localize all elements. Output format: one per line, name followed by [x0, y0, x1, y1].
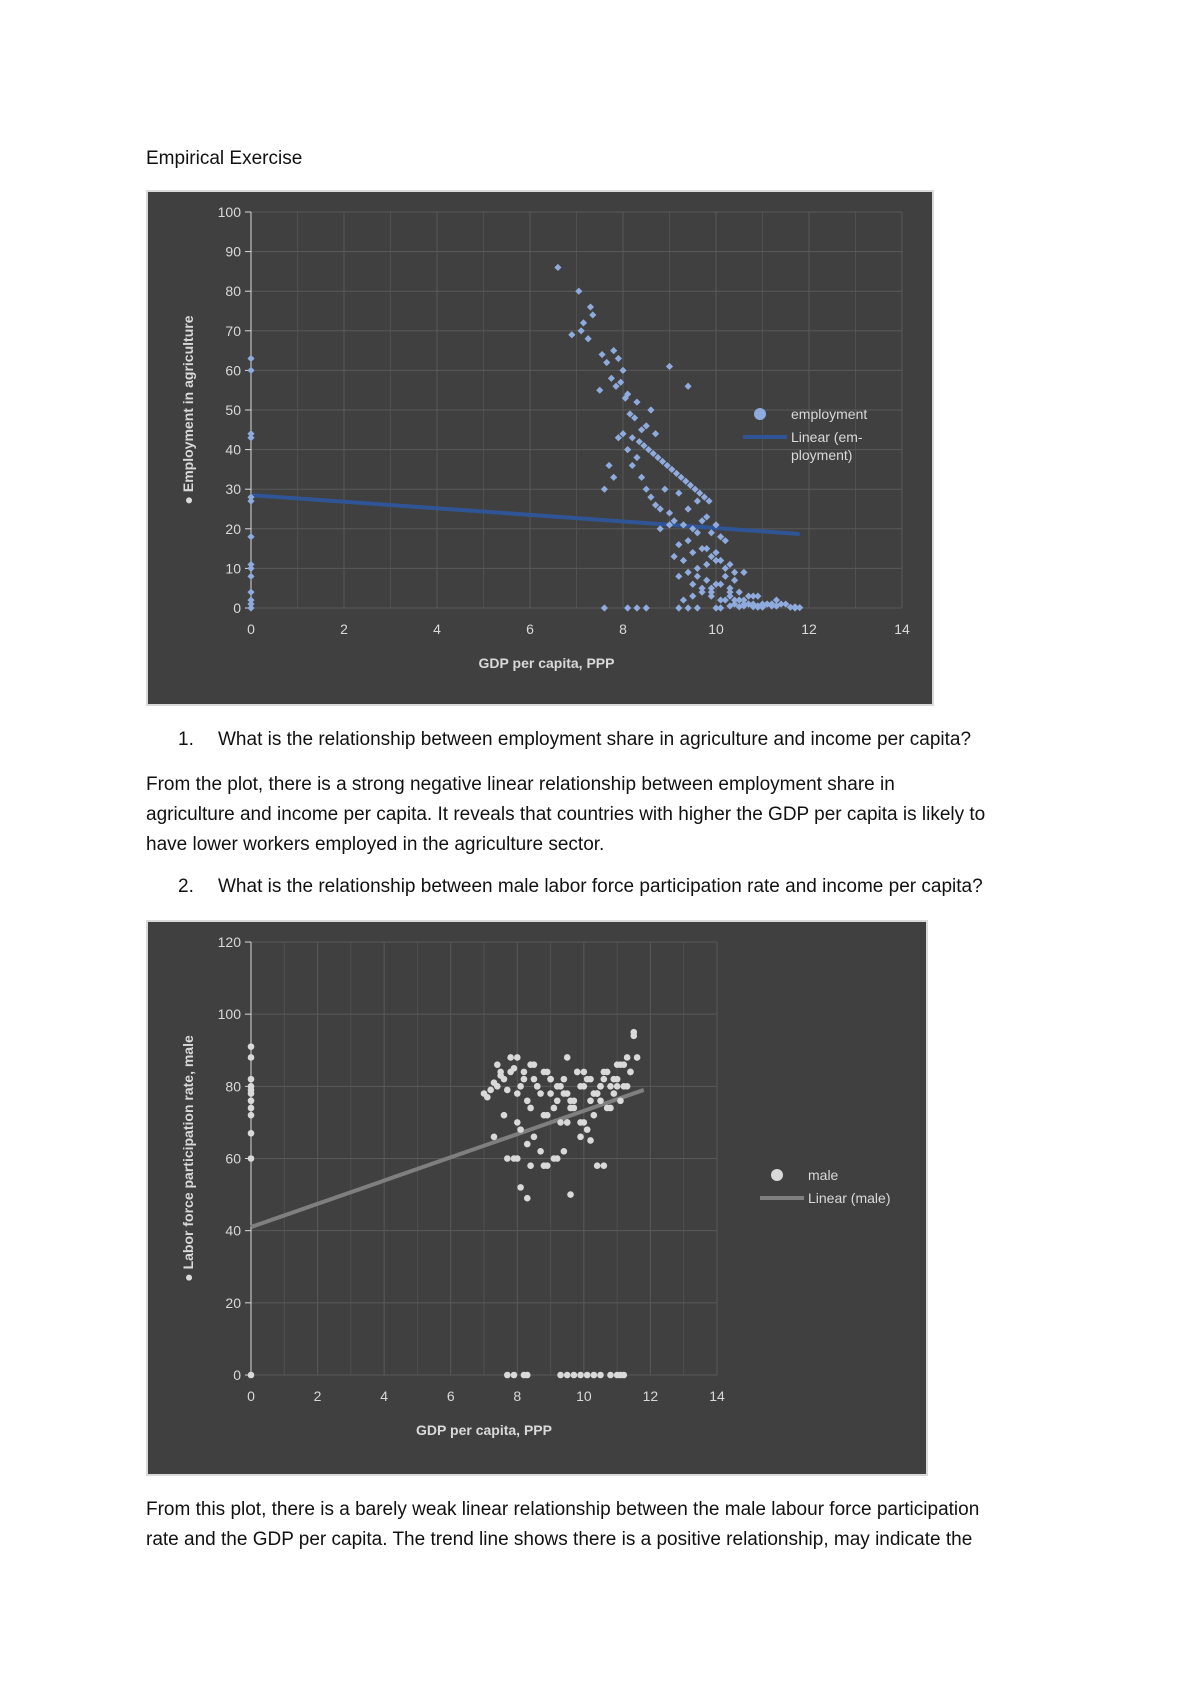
legend-marker-points	[754, 408, 766, 420]
data-point	[547, 1090, 554, 1097]
data-point	[504, 1087, 511, 1094]
data-point	[731, 569, 738, 576]
chart-employment-agriculture	[146, 190, 934, 706]
data-point	[601, 604, 608, 611]
data-point	[647, 406, 654, 413]
data-point	[248, 1076, 255, 1083]
data-point	[731, 577, 738, 584]
data-point	[551, 1105, 558, 1112]
data-point	[248, 1130, 255, 1137]
y-tick-label: 20	[225, 520, 241, 537]
data-point	[494, 1061, 501, 1068]
data-point	[694, 565, 701, 572]
data-point	[591, 1372, 598, 1379]
data-point	[247, 565, 254, 572]
data-point	[561, 1148, 568, 1155]
data-point	[247, 367, 254, 374]
question-2-text: What is the relationship between male labor force participation rate and income per capita?	[218, 876, 983, 897]
data-point	[689, 593, 696, 600]
data-point	[638, 474, 645, 481]
data-point	[708, 593, 715, 600]
data-point	[722, 573, 729, 580]
data-point	[675, 573, 682, 580]
answer-1-line: From the plot, there is a strong negative linear relationship between employment share in	[146, 774, 895, 795]
data-point	[614, 1083, 621, 1090]
data-point	[698, 545, 705, 552]
data-point	[577, 1372, 584, 1379]
data-point	[615, 355, 622, 362]
data-point	[610, 474, 617, 481]
trendline	[251, 495, 800, 534]
data-point	[571, 1105, 578, 1112]
y-tick-label: 50	[225, 402, 241, 418]
data-point	[567, 1191, 574, 1198]
x-tick-label: 6	[526, 621, 534, 637]
data-point	[604, 1069, 611, 1076]
data-point	[557, 1119, 564, 1126]
data-point	[675, 541, 682, 548]
x-tick-label: 4	[433, 621, 441, 637]
chart-employment-svg	[148, 192, 932, 704]
data-point	[580, 319, 587, 326]
x-tick-label: 2	[313, 1388, 322, 1404]
data-point	[694, 604, 701, 611]
y-tick-label: 40	[225, 1222, 241, 1239]
answer-1-line: have lower workers employed in the agriculture sector.	[146, 834, 605, 855]
data-point	[497, 1069, 504, 1076]
y-axis-title-text: Employment in agriculture	[180, 315, 196, 493]
y-axis-title	[180, 315, 196, 504]
page-heading: Empirical Exercise	[146, 148, 303, 169]
data-point	[517, 1083, 524, 1090]
x-tick-label: 12	[642, 1388, 659, 1404]
data-point	[247, 533, 254, 540]
legend-label-trendline-cont: ployment)	[791, 447, 853, 463]
data-point	[581, 1069, 588, 1076]
data-point	[554, 1097, 561, 1104]
data-point	[685, 505, 692, 512]
data-point	[514, 1054, 521, 1061]
data-point	[689, 581, 696, 588]
data-point	[629, 462, 636, 469]
data-point	[717, 604, 724, 611]
data-point	[571, 1097, 578, 1104]
data-point	[685, 537, 692, 544]
x-tick-label: 10	[708, 621, 724, 637]
data-point	[587, 1137, 594, 1144]
question-2-number: 2.	[178, 876, 194, 897]
data-point	[247, 573, 254, 580]
data-point	[517, 1184, 524, 1191]
data-point	[577, 1134, 584, 1141]
data-point	[666, 509, 673, 516]
data-point	[661, 486, 668, 493]
data-point	[571, 1372, 578, 1379]
data-point	[680, 557, 687, 564]
data-point	[514, 1155, 521, 1162]
x-tick-label: 14	[709, 1388, 725, 1404]
y-tick-label: 10	[225, 560, 241, 577]
data-point	[504, 1155, 511, 1162]
data-point	[587, 1097, 594, 1104]
data-point	[708, 529, 715, 536]
data-point	[675, 604, 682, 611]
data-point	[554, 1155, 561, 1162]
data-point	[643, 604, 650, 611]
data-point	[621, 1372, 628, 1379]
data-point	[491, 1134, 498, 1141]
data-point	[537, 1148, 544, 1155]
data-point	[685, 604, 692, 611]
data-point	[643, 486, 650, 493]
data-point	[577, 1083, 584, 1090]
data-point	[594, 1162, 601, 1169]
x-tick-label: 12	[801, 621, 817, 637]
data-point	[657, 525, 664, 532]
data-point	[647, 494, 654, 501]
data-point	[504, 1372, 511, 1379]
data-point	[554, 264, 561, 271]
data-point	[585, 335, 592, 342]
data-point	[577, 1119, 584, 1126]
data-point	[619, 367, 626, 374]
question-1	[178, 725, 971, 755]
question-1-number: 1.	[178, 729, 194, 750]
data-point	[544, 1069, 551, 1076]
data-point	[740, 569, 747, 576]
data-point	[629, 434, 636, 441]
y-tick-label: 80	[225, 283, 241, 300]
data-point	[578, 327, 585, 334]
data-point	[680, 596, 687, 603]
x-tick-label: 4	[380, 1388, 389, 1404]
y-tick-label: 80	[225, 1078, 241, 1095]
data-point	[248, 1097, 255, 1104]
data-point	[248, 1155, 255, 1162]
data-point	[248, 1054, 255, 1061]
data-point	[491, 1079, 498, 1086]
data-point	[627, 1069, 634, 1076]
x-tick-label: 8	[513, 1388, 522, 1404]
answer-1-line: agriculture and income per capita. It reveals that countries with higher the GDP per capita is likely to	[146, 804, 986, 825]
data-point	[247, 355, 254, 362]
x-axis-title: GDP per capita, PPP	[478, 655, 615, 671]
data-point	[521, 1076, 528, 1083]
legend-label-trendline: Linear (em-	[791, 429, 863, 445]
data-point	[531, 1061, 538, 1068]
data-point	[671, 553, 678, 560]
data-point	[717, 581, 724, 588]
data-point	[487, 1087, 494, 1094]
data-point	[750, 593, 757, 600]
x-tick-label: 6	[446, 1388, 455, 1404]
data-point	[561, 1076, 568, 1083]
data-point	[610, 347, 617, 354]
data-point	[484, 1094, 491, 1101]
y-axis-title	[180, 1035, 196, 1282]
y-tick-label: 0	[233, 600, 241, 616]
data-point	[587, 303, 594, 310]
data-point	[248, 1112, 255, 1119]
data-point	[517, 1126, 524, 1133]
data-point	[597, 1097, 604, 1104]
data-point	[524, 1372, 531, 1379]
data-point	[521, 1069, 528, 1076]
data-point	[633, 398, 640, 405]
data-point	[689, 549, 696, 556]
data-point	[501, 1112, 508, 1119]
chart-male-svg	[148, 922, 926, 1474]
data-point	[557, 1372, 564, 1379]
data-point	[601, 1162, 608, 1169]
data-point	[617, 1097, 624, 1104]
y-tick-label: 90	[225, 243, 241, 260]
y-tick-label: 100	[217, 204, 241, 220]
data-point	[564, 1054, 571, 1061]
data-point	[634, 1054, 641, 1061]
data-point	[630, 1029, 637, 1036]
data-point	[557, 1083, 564, 1090]
data-point	[589, 311, 596, 318]
data-point	[247, 434, 254, 441]
data-point	[527, 1105, 534, 1112]
data-point	[601, 1076, 608, 1083]
data-point	[703, 561, 710, 568]
data-point	[541, 1162, 548, 1169]
y-tick-label: 30	[225, 481, 241, 498]
data-point	[531, 1134, 538, 1141]
data-point	[247, 604, 254, 611]
data-point	[624, 1083, 631, 1090]
y-axis-title-marker: ●	[180, 1269, 196, 1282]
data-point	[633, 604, 640, 611]
data-point	[611, 1076, 618, 1083]
data-point	[514, 1119, 521, 1126]
data-point	[675, 490, 682, 497]
data-point	[791, 604, 798, 611]
answer-1	[146, 770, 1076, 860]
y-tick-label: 40	[225, 441, 241, 458]
data-point	[524, 1141, 531, 1148]
x-axis-title: GDP per capita, PPP	[416, 1422, 552, 1438]
answer-2-line: From this plot, there is a barely weak linear relationship between the male labour force participation	[146, 1499, 980, 1520]
data-point	[524, 1097, 531, 1104]
data-point	[248, 1372, 255, 1379]
data-point	[703, 577, 710, 584]
data-point	[694, 573, 701, 580]
data-point	[685, 569, 692, 576]
data-point	[736, 589, 743, 596]
x-tick-label: 2	[340, 621, 348, 637]
data-point	[694, 497, 701, 504]
data-point	[584, 1076, 591, 1083]
data-point	[531, 1076, 538, 1083]
y-tick-label: 60	[225, 1150, 241, 1167]
data-point	[603, 359, 610, 366]
data-point	[564, 1119, 571, 1126]
data-point	[726, 589, 733, 596]
legend-label-points: employment	[791, 406, 868, 422]
data-point	[514, 1090, 521, 1097]
data-point	[564, 1372, 571, 1379]
chart-male-labor-participation	[146, 920, 928, 1476]
x-tick-label: 8	[619, 621, 627, 637]
data-point	[624, 1054, 631, 1061]
legend-label-points: male	[808, 1167, 839, 1183]
data-point	[652, 430, 659, 437]
data-point	[507, 1054, 514, 1061]
y-tick-label: 60	[225, 362, 241, 379]
x-tick-label: 0	[247, 1388, 255, 1404]
data-point	[598, 351, 605, 358]
data-point	[594, 1090, 601, 1097]
data-point	[574, 1069, 581, 1076]
data-point	[604, 1105, 611, 1112]
answer-2	[146, 1495, 1076, 1555]
data-point	[568, 331, 575, 338]
legend-label-trendline: Linear (male)	[808, 1190, 891, 1206]
data-point	[527, 1162, 534, 1169]
data-point	[666, 363, 673, 370]
data-point	[597, 1083, 604, 1090]
data-point	[605, 462, 612, 469]
data-point	[511, 1065, 518, 1072]
answer-2-line: rate and the GDP per capita. The trend line shows there is a positive relationship, may indicate the	[146, 1529, 973, 1550]
legend-marker-points	[771, 1169, 783, 1181]
data-point	[624, 446, 631, 453]
data-point	[537, 1090, 544, 1097]
data-point	[633, 454, 640, 461]
data-point	[685, 383, 692, 390]
x-tick-label: 14	[894, 621, 910, 637]
y-tick-label: 70	[225, 322, 241, 339]
data-point	[591, 1112, 598, 1119]
x-tick-label: 0	[247, 621, 255, 637]
data-point	[611, 1090, 618, 1097]
y-tick-label: 100	[217, 1006, 241, 1023]
data-point	[248, 1090, 255, 1097]
data-point	[624, 604, 631, 611]
y-tick-label: 0	[233, 1367, 241, 1383]
data-point	[614, 1061, 621, 1068]
data-point	[544, 1112, 551, 1119]
data-point	[607, 1372, 614, 1379]
x-tick-label: 10	[576, 1388, 592, 1404]
data-point	[596, 387, 603, 394]
data-point	[561, 1090, 568, 1097]
data-point	[248, 1105, 255, 1112]
data-point	[601, 486, 608, 493]
data-point	[547, 1076, 554, 1083]
y-axis-title-text: Labor force participation rate, male	[180, 1035, 196, 1270]
question-2	[178, 872, 983, 902]
data-point	[607, 1083, 614, 1090]
data-point	[524, 1195, 531, 1202]
data-point	[584, 1372, 591, 1379]
data-point	[584, 1126, 591, 1133]
data-point	[534, 1083, 541, 1090]
data-point	[247, 497, 254, 504]
data-point	[248, 1043, 255, 1050]
data-point	[608, 375, 615, 382]
data-point	[511, 1372, 518, 1379]
data-point	[698, 589, 705, 596]
data-point	[247, 589, 254, 596]
question-1-text: What is the relationship between employment share in agriculture and income per capita?	[218, 729, 972, 750]
y-tick-label: 120	[217, 934, 241, 950]
data-point	[597, 1372, 604, 1379]
y-axis-title-marker: ●	[180, 492, 196, 505]
y-tick-label: 20	[225, 1294, 241, 1311]
